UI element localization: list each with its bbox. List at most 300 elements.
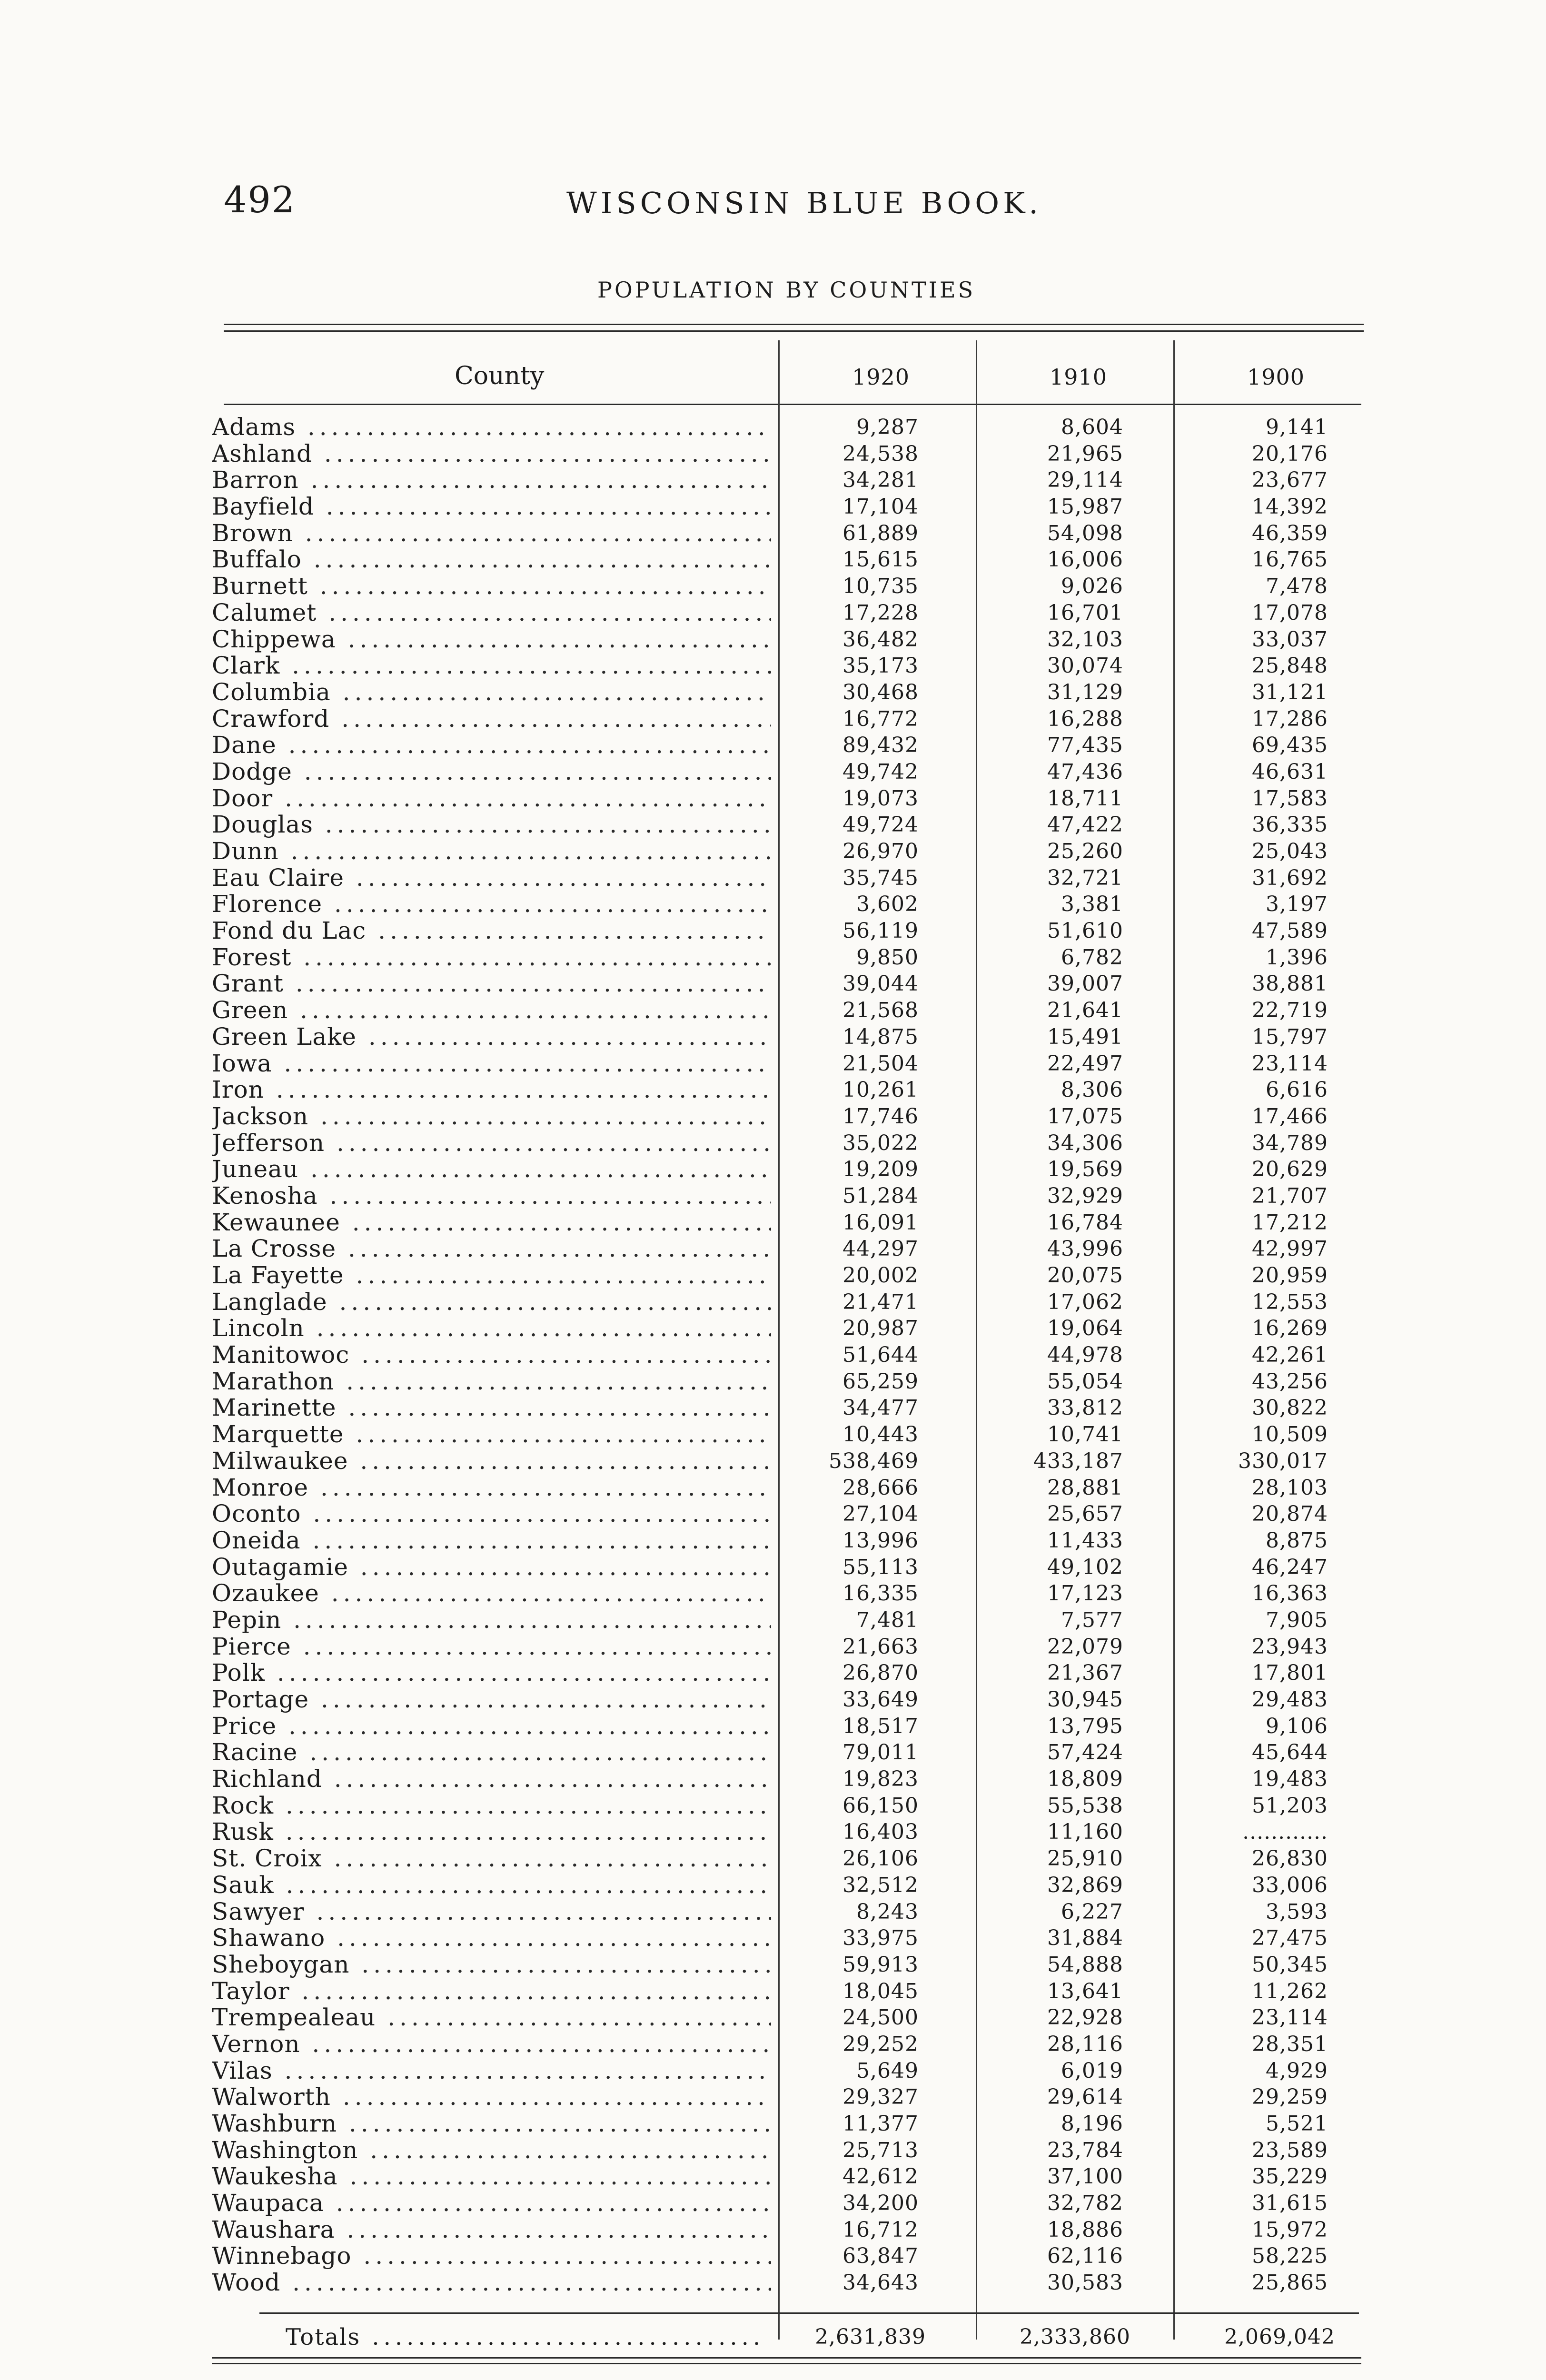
population-1910: 77,435 xyxy=(1047,733,1123,758)
population-1900: 50,345 xyxy=(1252,1952,1328,1977)
county-name: Dodge ..... xyxy=(212,759,771,785)
county-name: Eau Claire ..... xyxy=(212,865,771,892)
population-1900: 43,256 xyxy=(1252,1369,1328,1394)
population-1900: 31,121 xyxy=(1252,680,1328,704)
table-row xyxy=(212,2243,1359,2270)
table-row xyxy=(212,2137,1359,2164)
totals-row xyxy=(212,2323,1359,2351)
population-1900: 12,553 xyxy=(1252,1289,1328,1314)
population-1920: 51,644 xyxy=(842,1343,919,1368)
population-1920: 15,615 xyxy=(842,547,919,572)
population-1910: 433,187 xyxy=(1033,1448,1123,1473)
population-1900: 29,259 xyxy=(1252,2085,1328,2110)
population-1920: 26,870 xyxy=(842,1661,919,1686)
population-1910: 31,129 xyxy=(1047,680,1123,704)
county-name: Walworth ..... xyxy=(212,2084,771,2111)
table-row xyxy=(212,414,1359,441)
table-row xyxy=(212,2163,1359,2190)
population-1910: 54,888 xyxy=(1047,1952,1123,1977)
population-1900: 16,269 xyxy=(1252,1316,1328,1341)
population-1900: 42,997 xyxy=(1252,1237,1328,1261)
population-1900: 17,583 xyxy=(1252,786,1328,811)
population-1900: 14,392 xyxy=(1252,495,1328,519)
population-1900: 51,203 xyxy=(1252,1793,1328,1818)
table-row xyxy=(212,626,1359,653)
county-name: Ashland ..... xyxy=(212,441,771,467)
table-row xyxy=(212,467,1359,494)
population-1920: 34,477 xyxy=(842,1396,919,1420)
population-1900: 8,875 xyxy=(1266,1528,1328,1553)
table-row xyxy=(212,1686,1359,1713)
population-1900: 20,629 xyxy=(1252,1157,1328,1182)
table-row xyxy=(212,785,1359,812)
population-1920: 19,073 xyxy=(842,786,919,811)
column-header-1900: 1900 xyxy=(1247,364,1305,390)
population-1910: 15,987 xyxy=(1047,495,1123,519)
population-1910: 7,577 xyxy=(1061,1607,1123,1632)
county-name: Waukesha ..... xyxy=(212,2163,771,2190)
population-1910: 30,583 xyxy=(1047,2271,1123,2295)
population-1920: 3,602 xyxy=(856,892,919,917)
population-1900: 36,335 xyxy=(1252,813,1328,837)
population-1920: 34,643 xyxy=(842,2271,919,2295)
population-1920: 59,913 xyxy=(842,1952,919,1977)
table-row xyxy=(212,1634,1359,1660)
county-name: Rock ..... xyxy=(212,1793,771,1819)
table-row xyxy=(212,653,1359,679)
population-1900: 23,589 xyxy=(1252,2138,1328,2162)
county-name: Calumet ..... xyxy=(212,600,771,626)
table-row xyxy=(212,1952,1359,1978)
table-row xyxy=(212,1766,1359,1793)
table-row xyxy=(212,1368,1359,1395)
totals-1910: 2,333,860 xyxy=(1020,2325,1130,2349)
population-1910: 13,641 xyxy=(1047,1979,1123,2003)
table-row xyxy=(212,1475,1359,1501)
population-1910: 30,945 xyxy=(1047,1687,1123,1712)
county-name: Brown ..... xyxy=(212,520,771,547)
population-1900: 69,435 xyxy=(1252,733,1328,758)
population-1910: 39,007 xyxy=(1047,972,1123,996)
county-name: Sheboygan ..... xyxy=(212,1952,771,1978)
county-name: La Crosse ..... xyxy=(212,1236,771,1262)
population-1910: 28,116 xyxy=(1047,2032,1123,2056)
population-1900: 9,141 xyxy=(1266,415,1328,439)
population-1900: 19,483 xyxy=(1252,1767,1328,1792)
population-1910: 33,812 xyxy=(1047,1396,1123,1420)
county-name: Oconto ..... xyxy=(212,1501,771,1527)
population-1910: 54,098 xyxy=(1047,521,1123,545)
county-name: Kewaunee ..... xyxy=(212,1210,771,1236)
population-1900: 15,797 xyxy=(1252,1024,1328,1049)
population-1900: 16,363 xyxy=(1252,1581,1328,1606)
population-1900: 25,848 xyxy=(1252,654,1328,678)
population-1920: 17,228 xyxy=(842,600,919,625)
population-1910: 34,306 xyxy=(1047,1130,1123,1155)
county-name: Washburn ..... xyxy=(212,2111,771,2137)
table-row xyxy=(212,1183,1359,1210)
column-header-1910: 1910 xyxy=(1050,364,1108,390)
population-1920: 49,742 xyxy=(842,759,919,784)
population-1900: 25,865 xyxy=(1252,2271,1328,2295)
table-row xyxy=(212,1262,1359,1289)
table-row xyxy=(212,679,1359,706)
population-1920: 49,724 xyxy=(842,813,919,837)
table-row xyxy=(212,1289,1359,1316)
county-name: Dunn ..... xyxy=(212,838,771,865)
county-name: Lincoln ..... xyxy=(212,1315,771,1342)
county-name: Green Lake ..... xyxy=(212,1024,771,1051)
population-1900: 26,830 xyxy=(1252,1846,1328,1871)
population-1900: 34,789 xyxy=(1252,1130,1328,1155)
county-name: Clark ..... xyxy=(212,653,771,679)
totals-1900: 2,069,042 xyxy=(1224,2325,1335,2349)
population-1910: 18,886 xyxy=(1047,2217,1123,2242)
population-1920: 9,287 xyxy=(856,415,919,439)
population-1900: 46,631 xyxy=(1252,759,1328,784)
table-row xyxy=(212,1845,1359,1872)
population-1910: 16,701 xyxy=(1047,600,1123,625)
population-1920: 29,252 xyxy=(842,2032,919,2056)
table-row xyxy=(212,520,1359,547)
population-1910: 16,006 xyxy=(1047,547,1123,572)
population-1900: 20,959 xyxy=(1252,1263,1328,1288)
table-row xyxy=(212,494,1359,520)
county-name: Kenosha ..... xyxy=(212,1183,771,1210)
county-name: Shawano ..... xyxy=(212,1925,771,1952)
population-1910: 23,784 xyxy=(1047,2138,1123,2162)
top-rule-2 xyxy=(224,330,1364,332)
population-1910: 22,928 xyxy=(1047,2005,1123,2030)
population-1920: 26,970 xyxy=(842,839,919,863)
population-1910: 62,116 xyxy=(1047,2244,1123,2269)
population-1910: 21,965 xyxy=(1047,441,1123,466)
table-row xyxy=(212,838,1359,865)
population-1910: 15,491 xyxy=(1047,1024,1123,1049)
population-1920: 16,403 xyxy=(842,1820,919,1844)
population-1920: 18,517 xyxy=(842,1714,919,1738)
county-name: Green ..... xyxy=(212,997,771,1024)
population-1910: 57,424 xyxy=(1047,1740,1123,1765)
population-1910: 6,227 xyxy=(1061,1899,1123,1924)
population-1910: 31,884 xyxy=(1047,1926,1123,1951)
population-1900: 3,197 xyxy=(1266,892,1328,917)
county-name: Ozaukee ..... xyxy=(212,1580,771,1607)
table-row xyxy=(212,1421,1359,1448)
table-row xyxy=(212,812,1359,838)
population-1920: 16,712 xyxy=(842,2217,919,2242)
population-1910: 29,614 xyxy=(1047,2085,1123,2110)
population-1920: 19,823 xyxy=(842,1767,919,1792)
population-1900: 21,707 xyxy=(1252,1183,1328,1208)
population-1920: 51,284 xyxy=(842,1183,919,1208)
table-row xyxy=(212,1024,1359,1051)
population-1920: 20,002 xyxy=(842,1263,919,1288)
population-1920: 5,649 xyxy=(856,2058,919,2083)
population-1920: 16,335 xyxy=(842,1581,919,1606)
county-name: Barron ..... xyxy=(212,467,771,494)
population-1900: 46,247 xyxy=(1252,1555,1328,1579)
table-row xyxy=(212,1925,1359,1952)
population-1900: 46,359 xyxy=(1252,521,1328,545)
population-1910: 10,741 xyxy=(1047,1422,1123,1447)
county-name: Taylor ..... xyxy=(212,1978,771,2005)
county-name: Iron ..... xyxy=(212,1077,771,1103)
table-row xyxy=(212,997,1359,1024)
county-name: Jackson ..... xyxy=(212,1103,771,1130)
column-header-county: County xyxy=(455,362,545,390)
population-1920: 11,377 xyxy=(842,2112,919,2136)
population-1920: 61,889 xyxy=(842,521,919,545)
county-name: Sawyer ..... xyxy=(212,1899,771,1925)
population-1920: 7,481 xyxy=(856,1607,919,1632)
table-row xyxy=(212,1156,1359,1183)
population-1900: 28,351 xyxy=(1252,2032,1328,2056)
table-row xyxy=(212,865,1359,892)
population-1900: 7,905 xyxy=(1266,1607,1328,1632)
table-row xyxy=(212,546,1359,573)
population-1910: 32,782 xyxy=(1047,2191,1123,2216)
table-row xyxy=(212,1130,1359,1157)
population-1920: 39,044 xyxy=(842,972,919,996)
county-rows xyxy=(212,414,1359,2296)
population-1910: 32,929 xyxy=(1047,1183,1123,1208)
bottom-rule-1 xyxy=(212,2357,1361,2359)
county-name: Vernon ..... xyxy=(212,2031,771,2058)
top-rule-1 xyxy=(224,324,1364,325)
population-1920: 14,875 xyxy=(842,1024,919,1049)
county-name: Wood ..... xyxy=(212,2270,771,2296)
table-row xyxy=(212,944,1359,971)
population-1900: 6,616 xyxy=(1266,1078,1328,1102)
population-1900: 29,483 xyxy=(1252,1687,1328,1712)
population-1900: 33,006 xyxy=(1252,1873,1328,1897)
totals-label: Totals ..... xyxy=(286,2323,762,2351)
population-1900: 11,262 xyxy=(1252,1979,1328,2003)
population-1920: 42,612 xyxy=(842,2164,919,2189)
table-row xyxy=(212,1713,1359,1740)
table-row xyxy=(212,1607,1359,1634)
county-name: Milwaukee ..... xyxy=(212,1448,771,1475)
population-1900: 23,943 xyxy=(1252,1634,1328,1659)
county-name: Crawford ..... xyxy=(212,706,771,733)
population-1900: 1,396 xyxy=(1266,945,1328,970)
table-row xyxy=(212,2058,1359,2084)
county-name: Dane ..... xyxy=(212,732,771,759)
population-1920: 32,512 xyxy=(842,1873,919,1897)
county-name: Vilas ..... xyxy=(212,2058,771,2084)
population-1920: 79,011 xyxy=(842,1740,919,1765)
column-header-1920: 1920 xyxy=(852,364,910,390)
table-row xyxy=(212,1051,1359,1077)
population-1920: 17,104 xyxy=(842,495,919,519)
population-1900: 45,644 xyxy=(1252,1740,1328,1765)
table-row xyxy=(212,600,1359,626)
population-1900: 16,765 xyxy=(1252,547,1328,572)
population-1920: 20,987 xyxy=(842,1316,919,1341)
population-1920: 25,713 xyxy=(842,2138,919,2162)
population-1910: 28,881 xyxy=(1047,1475,1123,1500)
population-1900: 31,692 xyxy=(1252,865,1328,890)
bottom-rule-2 xyxy=(212,2363,1361,2364)
table-row xyxy=(212,1236,1359,1262)
table-row xyxy=(212,1554,1359,1581)
population-1920: 33,649 xyxy=(842,1687,919,1712)
county-name: Iowa ..... xyxy=(212,1051,771,1077)
population-1910: 13,795 xyxy=(1047,1714,1123,1738)
population-1920: 89,432 xyxy=(842,733,919,758)
population-1900: 3,593 xyxy=(1266,1899,1328,1924)
table-row xyxy=(212,1501,1359,1527)
county-name: Marquette ..... xyxy=(212,1421,771,1448)
population-1920: 33,975 xyxy=(842,1926,919,1951)
population-1900: 30,822 xyxy=(1252,1396,1328,1420)
population-1900: 35,229 xyxy=(1252,2164,1328,2189)
county-name: Adams ..... xyxy=(212,414,771,441)
county-name: Outagamie ..... xyxy=(212,1554,771,1581)
population-1910: 32,721 xyxy=(1047,865,1123,890)
county-name: Marathon ..... xyxy=(212,1368,771,1395)
population-1910: 19,064 xyxy=(1047,1316,1123,1341)
population-1920: 35,173 xyxy=(842,654,919,678)
population-1910: 49,102 xyxy=(1047,1555,1123,1579)
table-row xyxy=(212,2111,1359,2137)
population-1900: 9,106 xyxy=(1266,1714,1328,1738)
table-row xyxy=(212,2031,1359,2058)
population-1920: 34,200 xyxy=(842,2191,919,2216)
population-1900: 23,114 xyxy=(1252,1051,1328,1076)
county-name: Manitowoc ..... xyxy=(212,1342,771,1368)
county-name: Trempealeau ..... xyxy=(212,2004,771,2031)
running-head: WISCONSIN BLUE BOOK. xyxy=(566,186,1042,220)
county-name: Richland ..... xyxy=(212,1766,771,1793)
table-row xyxy=(212,1077,1359,1103)
population-1900: 17,212 xyxy=(1252,1210,1328,1235)
population-1910: 16,784 xyxy=(1047,1210,1123,1235)
county-name: Chippewa ..... xyxy=(212,626,771,653)
table-row xyxy=(212,2270,1359,2296)
table-title: POPULATION BY COUNTIES xyxy=(597,277,976,303)
population-1920: 538,469 xyxy=(829,1448,919,1473)
table-row xyxy=(212,1793,1359,1819)
population-1910: 8,196 xyxy=(1061,2112,1123,2136)
population-1910: 55,538 xyxy=(1047,1793,1123,1818)
table-row xyxy=(212,918,1359,944)
county-name: Columbia ..... xyxy=(212,679,771,706)
population-1920: 10,735 xyxy=(842,574,919,599)
table-row xyxy=(212,573,1359,600)
population-1910: 43,996 xyxy=(1047,1237,1123,1261)
population-1910: 32,103 xyxy=(1047,627,1123,652)
table-row xyxy=(212,441,1359,467)
population-1910: 11,433 xyxy=(1047,1528,1123,1553)
population-1920: 30,468 xyxy=(842,680,919,704)
population-1920: 66,150 xyxy=(842,1793,919,1818)
population-1900: 42,261 xyxy=(1252,1343,1328,1368)
population-1910: 44,978 xyxy=(1047,1343,1123,1368)
county-name: Buffalo ..... xyxy=(212,546,771,573)
table-row xyxy=(212,2084,1359,2111)
table-row xyxy=(212,971,1359,997)
population-1910: 18,809 xyxy=(1047,1767,1123,1792)
population-1900: 28,103 xyxy=(1252,1475,1328,1500)
population-1920: 16,091 xyxy=(842,1210,919,1235)
population-1900: 10,509 xyxy=(1252,1422,1328,1447)
county-name: Jefferson ..... xyxy=(212,1130,771,1157)
population-1920: 21,663 xyxy=(842,1634,919,1659)
population-1900: 23,114 xyxy=(1252,2005,1328,2030)
table-row xyxy=(212,1342,1359,1368)
population-1910: 9,026 xyxy=(1061,574,1123,599)
totals-1920: 2,631,839 xyxy=(815,2325,926,2349)
population-1920: 16,772 xyxy=(842,706,919,731)
population-1910: 3,381 xyxy=(1061,892,1123,917)
population-1920: 29,327 xyxy=(842,2085,919,2110)
population-1900: 23,677 xyxy=(1252,468,1328,493)
county-name: La Fayette ..... xyxy=(212,1262,771,1289)
county-name: Marinette ..... xyxy=(212,1395,771,1421)
county-name: Grant ..... xyxy=(212,971,771,997)
population-1900: 4,929 xyxy=(1266,2058,1328,2083)
county-name: Monroe ..... xyxy=(212,1475,771,1501)
population-1920: 21,471 xyxy=(842,1289,919,1314)
county-name: Polk ..... xyxy=(212,1660,771,1686)
population-1910: 21,367 xyxy=(1047,1661,1123,1686)
table-row xyxy=(212,1978,1359,2005)
population-1910: 17,075 xyxy=(1047,1104,1123,1129)
table-row xyxy=(212,1103,1359,1130)
population-1910: 29,114 xyxy=(1047,468,1123,493)
population-1920: 10,443 xyxy=(842,1422,919,1447)
county-name: St. Croix ..... xyxy=(212,1845,771,1872)
table-row xyxy=(212,1899,1359,1925)
header-rule xyxy=(224,404,1361,405)
table-row xyxy=(212,706,1359,733)
population-1900: 330,017 xyxy=(1238,1448,1328,1473)
population-1920: 18,045 xyxy=(842,1979,919,2003)
county-name: Washington ..... xyxy=(212,2137,771,2164)
county-name: Sauk ..... xyxy=(212,1872,771,1899)
totals-rule xyxy=(259,2312,1359,2314)
table-row xyxy=(212,1872,1359,1899)
table-row xyxy=(212,2217,1359,2243)
population-1920: 35,745 xyxy=(842,865,919,890)
population-1920: 17,746 xyxy=(842,1104,919,1129)
county-name: Florence ..... xyxy=(212,891,771,918)
population-1920: 63,847 xyxy=(842,2244,919,2269)
population-1910: 11,160 xyxy=(1047,1820,1123,1844)
county-name: Portage ..... xyxy=(212,1686,771,1713)
county-name: Waupaca ..... xyxy=(212,2190,771,2217)
county-name: Oneida ..... xyxy=(212,1527,771,1554)
county-name: Price ..... xyxy=(212,1713,771,1740)
table-row xyxy=(212,891,1359,918)
table-row xyxy=(212,2004,1359,2031)
county-name: Pierce ..... xyxy=(212,1634,771,1660)
table-row xyxy=(212,1580,1359,1607)
county-name: Pepin ..... xyxy=(212,1607,771,1634)
population-1910: 47,436 xyxy=(1047,759,1123,784)
population-1910: 6,019 xyxy=(1061,2058,1123,2083)
county-name: Juneau ..... xyxy=(212,1156,771,1183)
population-1900: 31,615 xyxy=(1252,2191,1328,2216)
population-1920: 55,113 xyxy=(842,1555,919,1579)
population-1910: 25,657 xyxy=(1047,1502,1123,1527)
population-1900: 38,881 xyxy=(1252,972,1328,996)
population-1910: 20,075 xyxy=(1047,1263,1123,1288)
population-1920: 21,504 xyxy=(842,1051,919,1076)
population-1900: 7,478 xyxy=(1266,574,1328,599)
